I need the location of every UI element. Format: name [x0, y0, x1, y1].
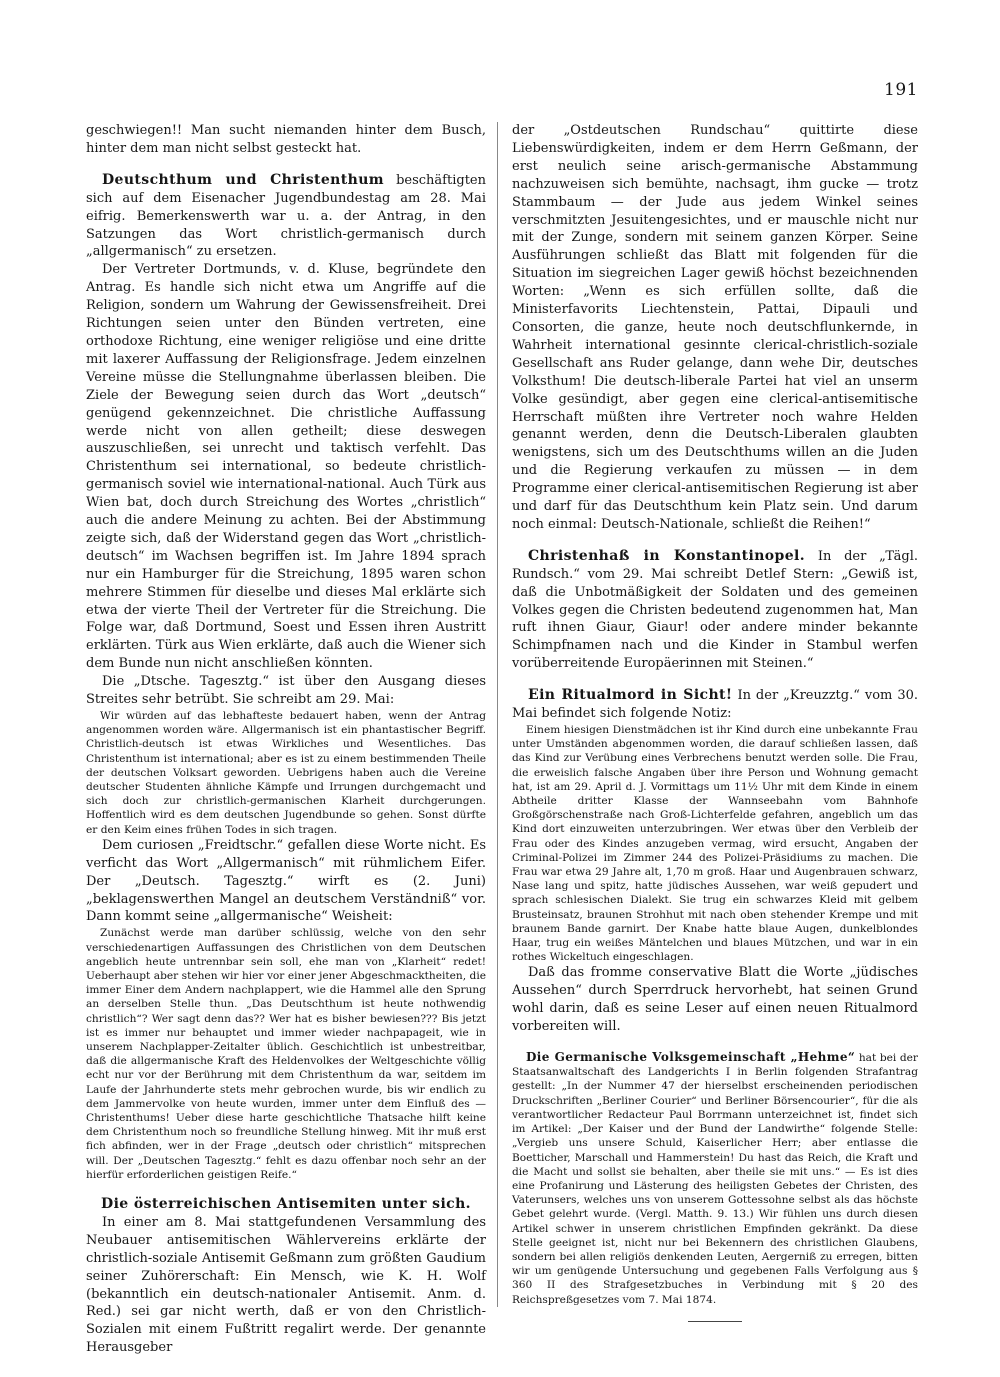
page-number: 191 [884, 80, 918, 100]
article-deutschthum-lead: beschäftigten sich auf dem Eisenacher Jugendbundestag am 28. Mai eifrig. Bemerkenswerth war u. a. der Antrag, in den Satzungen das Wort christlich-germanisch durch „allgermanisch“ zu ersetzen. [86, 172, 486, 260]
quote-tagesztg: Wir würden auf das lebhafteste bedauert haben, wenn der Antrag angenommen worden wäre. Allgermanisch ist ein phantastischer Begriff. Christlich-deutsch ist etwas Wirkliches und Wesentliches. Das Christenthum ist international; aber es ist zu einem bestimmenden Theile der deutschen Volksart geworden. Uebrigens haben auch die Vereine deutscher Studenten ähnliche Kämpfe und Irrungen durchgemacht und sich doch zur christlich-germanischen Klarheit durchgerungen. Hoffentlich wird es dem deutschen Jugendbunde so gehen. Sonst dürfte er den Keim eines frühen Todes in sich tragen. [86, 710, 486, 836]
heading-volksgemeinschaft: Die Germanische Volksgemeinschaft „Hehme“ [526, 1050, 856, 1065]
heading-antisemiten: Die österreichischen Antisemiten unter sich. [101, 1196, 471, 1213]
article-antisemiten-body: In einer am 8. Mai stattgefundenen Versammlung des Neubauer antisemitischen Wählervereins erklärte der christlich-soziale Antisemit Geßmann zum größten Gaudium seiner Zuhörerschaft: Ein Mensch, wie K. H. Wolf (bekanntlich ein deutsch-nationaler Antisemit. Anm. d. Red.) sei gar nicht werth, daß er von den Christlich-Sozialen mit einem Fußtritt regalirt werde. Der genannte Herausgeber [86, 1214, 486, 1356]
heading-ritualmord: Ein Ritualmord in Sicht! [528, 687, 733, 704]
article-christenhass [512, 548, 918, 673]
right-column [512, 122, 918, 1312]
continuation-paragraph: geschwiegen!! Man sucht niemanden hinter dem Busch, hinter dem man nicht selbst gesteckt hat. [86, 123, 486, 156]
article-deutschthum-intro: Die „Dtsche. Tagesztg.“ ist über den Ausgang dieses Streites sehr betrübt. Sie schreibt am 29. Mai: [86, 674, 486, 708]
quote-allgermanisch: Zunächst werde man darüber schlüssig, welche von den sehr verschiedenartigen Auffassungen des Christlichen von dem Deutschen angeblich heute untrennbar sein soll, ehe man von „Klarheit“ redet! Ueberhaupt aber stehen wir hier vor einer jener Abgeschmacktheiten, die immer Einer dem Andern nachplappert, wie die Hammel alle den Sprung an derselben Stelle thun. „Das Deutschthum ist heute nothwendig christlich“? Wer sagt denn das?? Wer hat es bisher bewiesen??? Bis jetzt ist es immer nur behauptet und immer wieder nachpapageit, wie in unserem Nachplapper-Zeitalter üblich. Geschichtlich ist unbestreitbar, daß die allgermanische Kraft des Heldenvolkes der Weltgeschichte völlig echt nur vor der Berührung mit dem Christenthum da war, seitdem im Laufe der Jahrhunderte stets mehr gebrochen wurde, bis wir endlich zu dem Jammervolke von heute wurden, immer unter dem Einfluß des — Christenthums! Ueber diese harte geschichtliche Thatsache hilft keine dem Christenthum noch so freundliche Stellung hinweg. Mit ihr muß erst fich abfinden, wer in der Frage „deutsch oder christlich“ mitsprechen will. Der „Deutschen Tagesztg.“ fehlt es dazu offenbar noch sehr an der hierfür erforderlichen geistigen Reife.“ [86, 927, 486, 1181]
article-ritualmord-intro: In der „Kreuzztg.“ vom 30. Mai befindet sich folgende Notiz: [512, 688, 919, 722]
heading-christenhass: Christenhaß in Konstantinopel. [528, 547, 806, 564]
heading-deutschthum: Deutschthum und Christenthum [102, 171, 384, 188]
end-rule [688, 1321, 742, 1322]
article-ritualmord [512, 687, 918, 723]
article-deutschthum [86, 172, 486, 262]
article-freidtschr: Dem curiosen „Freidtschr.“ gefallen diese Worte nicht. Es verficht das Wort „Allgermanisch“ mit rühmlichem Eifer. Der „Deutsch. Tagesztg.“ wirft es (2. Juni) „beklagenswerthen Mangel an deutschem Verständniß“ vor. Dann kommt seine „allgermanische“ Weisheit: [86, 837, 486, 925]
quote-kreuzztg: Einem hiesigen Dienstmädchen ist ihr Kind durch eine unbekannte Frau unter Umständen abgenommen worden, die darauf schließen lassen, daß das Kind zur Verübung eines Verbrechens benutzt werden solle. Die Frau, die erweislich falsche Angaben über ihre Person und Wohnung gemacht hat, ist am 29. April d. J. Vormittags um 11½ Uhr mit dem Kinde in einem Abtheile dritter Klasse der Wannseebahn vom Bahnhofe Großgörschenstraße nach Groß-Lichterfelde gefahren, angeblich um das Kind dort einzuweiten unterzubringen. Wer etwas über den Verbleib der Frau oder des Kindes anzugeben vermag, wird ersucht, Angaben der Criminal-Polizei im Zimmer 244 des Polizei-Präsidiums zu machen. Die Frau war etwa 29 Jahre alt, 1,70 m groß. Haar und Augenbrauen schwarz, Nase lang und spitz, hatte jüdisches Aussehen, war weiß gepudert und sprach schlesischen Dialekt. Sie trug ein schwarzes Kleid mit gelbem Brusteinsatz, braunen Strohhut mit nach oben stehender Krempe und mit braunem Bande garnirt. Der Knabe hatte blaue Augen, dunkelblondes Haar, trug ein weißes Mäntelchen und blaues Mützchen, und war in ein rothes Wickeltuch eingeschlagen. [512, 724, 918, 964]
article-deutschthum-body: Der Vertreter Dortmunds, v. d. Kluse, begründete den Antrag. Es handle sich nicht etwa um Angriffe auf die Religion, sondern um Wahrung der Gewissensfreiheit. Drei Richtungen seien unter den Bünden vertreten, eine orthodoxe Richtung, eine weniger religiöse und eine dritte mit laxerer Auffassung der Religionsfrage. Jedem einzelnen Vereine müsse die Stellungnahme überlassen bleiben. Die Ziele der Bewegung seien durch das Wort „deutsch“ genügend gekennzeichnet. Die christliche Auffassung werde nicht von allen getheilt; diese deswegen auszuschließen, sei unrecht und taktisch verfehlt. Das Christenthum sei international, so bedeute christlich-germanisch soviel wie international-national. Auch Türk aus Wien bat, doch durch Streichung des Wortes „christlich“ auch die andere Meinung zu achten. Bei der Abstimmung zeigte sich, daß der Widerstand gegen das Wort „christlich-deutsch“ im Wachsen begriffen ist. Im Jahre 1894 sprach nur ein Hamburger für die Streichung, 1895 waren schon mehrere Stimmen für dieselbe und dieses Mal erklärte sich etwa der vierte Theil der Vertreter für die Streichung. Die Folge war, daß Dortmund, Soest und Essen ihren Austritt erklärten. Türk aus Wien erklärte, daß auch die Wiener sich dem Bunde nun nicht anschließen könnten. [86, 262, 486, 672]
article-volksgemeinschaft [512, 1050, 918, 1307]
article-volksgemeinschaft-body: hat bei der Staatsanwaltschaft des Landgerichts I in Berlin folgenden Strafantrag gestellt: „In der Nummer 47 der hierselbst erscheinenden periodischen Druckschriften „Berliner Courier“ und Berliner Börsencourier“, für die als verantwortlicher Redacteur Paul Borrmann unterzeichnet ist, findet sich im Artikel: „Der Kaiser und der Bund der Landwirthe“ folgende Stelle: „Vergieb uns unsere Schuld, Kaiserlicher Herr; aber entlasse die Boetticher, Marschall und Hammerstein! Du hast das Reich, die Kraft und die Macht und sollst sie behalten, aber theile sie mit uns.“ — Es ist dies eine Profanirung und Lästerung des heiligsten Gebetes der Christen, des Vaterunsers, welches uns von unserem Gottessohne selbst als das höchste Gebet gelehrt wurde. (Vergl. Matth. 9. 13.) Wir fühlen uns durch diesen Artikel schwer in unserem christlichen Empfinden gekränkt. Da diese Stelle geeignet ist, nicht nur bei Bekennern des christlichen Glaubens, sondern bei allen religiös denkenden Leuten, Aergerniß zu erregen, bitten wir um genügende Untersuchung und gegebenen Falls Verfolgung aus § 360 II des Strafgesetzbuches in Verbindung mit § 20 des Reichspreßgesetzes vom 7. Mai 1874. [512, 1052, 918, 1306]
article-christenhass-body: In der „Tägl. Rundsch.“ vom 29. Mai schreibt Detlef Stern: „Gewiß ist, daß die Unbotmäßigkeit der Soldaten und des gemeinen Volkes gegen die Christen bedeutend zugenommen hat, Man ruft ihnen Giaur, Giaur! oder andere minder bekannte Schimpfnamen nach und die Kinder in Stambul werfen vorüberreitende Europäerinnen mit Steinen.“ [512, 548, 919, 672]
article-rundschau-continuation: der „Ostdeutschen Rundschau“ quittirte diese Liebenswürdigkeiten, indem er dem Herrn Geßmann, der erst neulich seine arisch-germanische Abstammung nachzuweisen sich bemühte, nachsagt, ihm gucke — trotz Stammbaum — der Jude aus jedem Winkel seines verschmitzten Jesuitengesichtes, und er mauschle nicht nur mit der Zunge, sondern mit seinem ganzen Körper. Seine Ausführungen schließt das Blatt mit folgenden für die Situation im siegreichen Lager gewiß höchst bezeichnenden Worten: „Wenn es sich erfüllen sollte, daß die Ministerfavorits Liechtenstein, Pattai, Dipauli und Consorten, die ganze, heute noch deutschflunkernde, in Wahrheit international gesinnte clerical-christlich-soziale Gesellschaft ans Ruder gelange, dann wehe Dir, deutsches Volksthum! Die deutsch-liberale Partei hat viel an unserm Volke gesündigt, aber gegen eine clerical-antisemitische Herrschaft müßten ihre Vertreter noch wahre Helden genannt werden, denn die Deutsch-Liberalen glaubten wenigstens, sich um des Deutschthums willen an die Juden und die Regierung verkaufen zu müssen — in dem Programme einer clerical-antisemitischen Regierung ist aber und darf für das Deutschthum kein Platz sein. Und darum noch einmal: Deutsch-Nationale, schließt die Reihen!“ [512, 123, 918, 532]
heading-antisemiten-wrap [86, 1196, 486, 1214]
article-ritualmord-comment: Daß das fromme conservative Blatt die Worte „jüdisches Aussehen“ durch Sperrdruck hervorhebt, hat seinen Grund wohl darin, daß es seine Leser auf einen neuen Ritualmord vorbereiten will. [512, 965, 918, 1035]
column-divider [497, 122, 498, 1307]
left-column [86, 122, 486, 1356]
